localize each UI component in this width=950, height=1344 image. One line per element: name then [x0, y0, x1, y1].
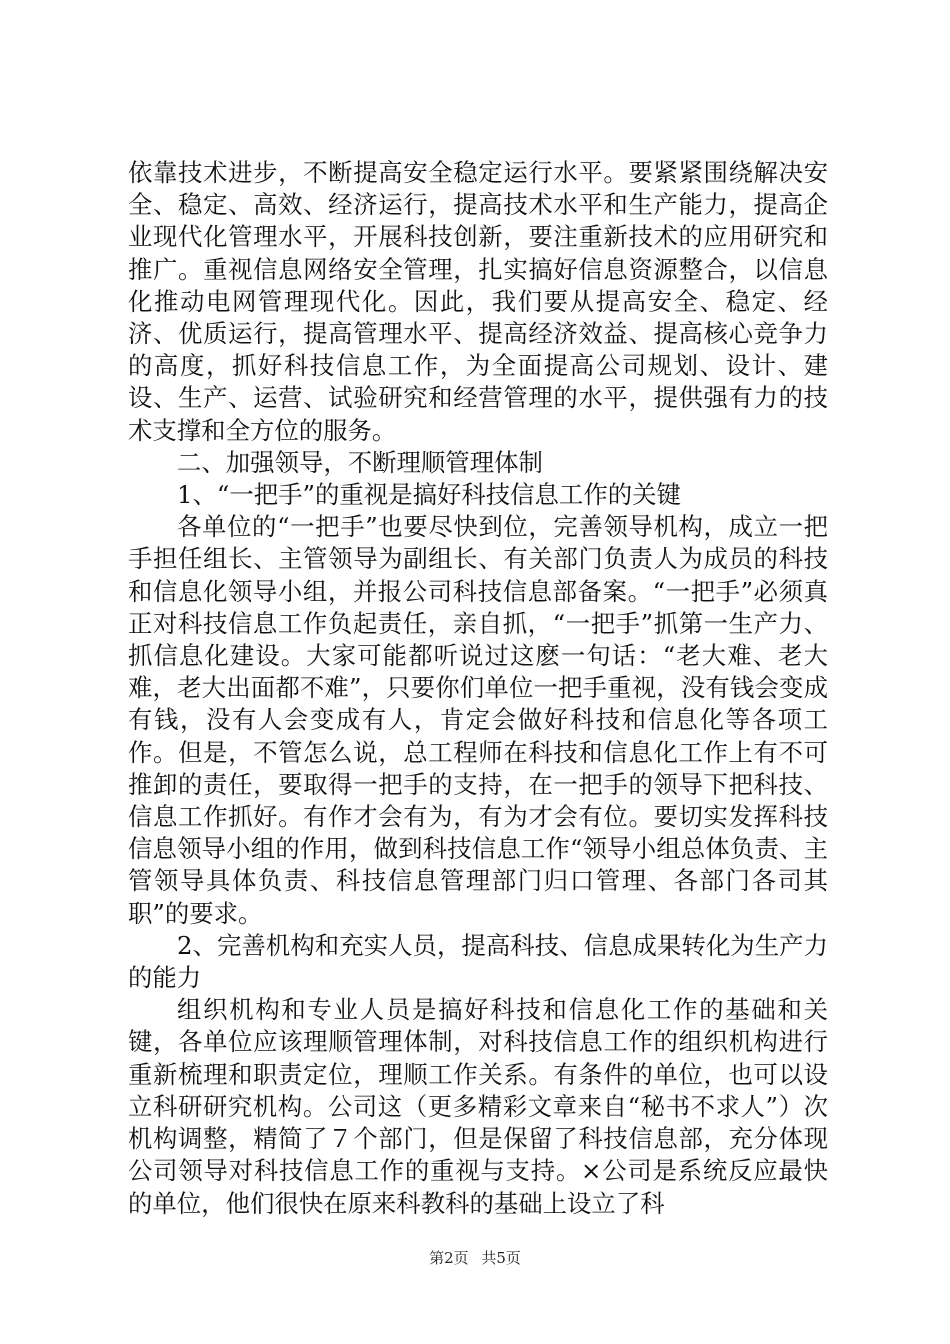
paragraph-leadership: 各单位的“一把手”也要尽快到位，完善领导机构，成立一把手担任组长、主管领导为副组长、有关部门负责人为成员的科技和信息化领导小组，并报公司科技信息部备案。“一把手”必须真正对科技信息工作负起责任，亲自抓，“一把手”抓第一生产力、抓信息化建设。大家可能都听说过这麽一句话：“老大难、老大难，老大出面都不难”，只要你们单位一把手重视，没有钱会变成有钱，没有人会变成有人，肯定会做好科技和信息化等各项工作。但是，不管怎么说，总工程师在科技和信息化工作上有不可推卸的责任，要取得一把手的支持，在一把手的领导下把科技、信息工作抓好。有作才会有为，有为才会有位。要切实发挥科技信息领导小组的作用，做到科技信息工作“领导小组总体负责、主管领导具体负责、科技信息管理部门归口管理、各部门各司其职”的要求。 — [128, 512, 828, 928]
page-number: 第2页 — [429, 1249, 469, 1267]
document-body — [128, 157, 828, 1220]
subsection-heading-1: 1、“一把手”的重视是搞好科技信息工作的关键 — [177, 480, 681, 510]
page-total: 共5页 — [481, 1249, 521, 1267]
paragraph-continuation: 依靠技术进步，不断提高安全稳定运行水平。要紧紧围绕解决安全、稳定、高效、经济运行，提高技术水平和生产能力，提高企业现代化管理水平，开展科技创新，要注重新技术的应用研究和推广。重视信息网络安全管理，扎实搞好信息资源整合，以信息化推动电网管理现代化。因此，我们要从提高安全、稳定、经济、优质运行，提高管理水平、提高经济效益、提高核心竞争力的高度，抓好科技信息工作，为全面提高公司规划、设计、建设、生产、运营、试验研究和经营管理的水平，提供强有力的技术支撑和全方位的服务。 — [128, 158, 828, 445]
section-heading: 二、加强领导，不断理顺管理体制 — [177, 447, 543, 477]
page-footer — [0, 1247, 950, 1268]
paragraph-organization: 组织机构和专业人员是搞好科技和信息化工作的基础和关键，各单位应该理顺管理体制，对科技信息工作的组织机构进行重新梳理和职责定位，理顺工作关系。有条件的单位，也可以设立科研研究机构。公司这（更多精彩文章来自“秘书不求人”）次机构调整，精简了７个部门，但是保留了科技信息部，充分体现公司领导对科技信息工作的重视与支持。×公司是系统反应最快的单位，他们很快在原来科教科的基础上设立了科 — [128, 995, 828, 1218]
subsection-heading-2: 2、完善机构和充实人员，提高科技、信息成果转化为生产力的能力 — [128, 930, 828, 993]
